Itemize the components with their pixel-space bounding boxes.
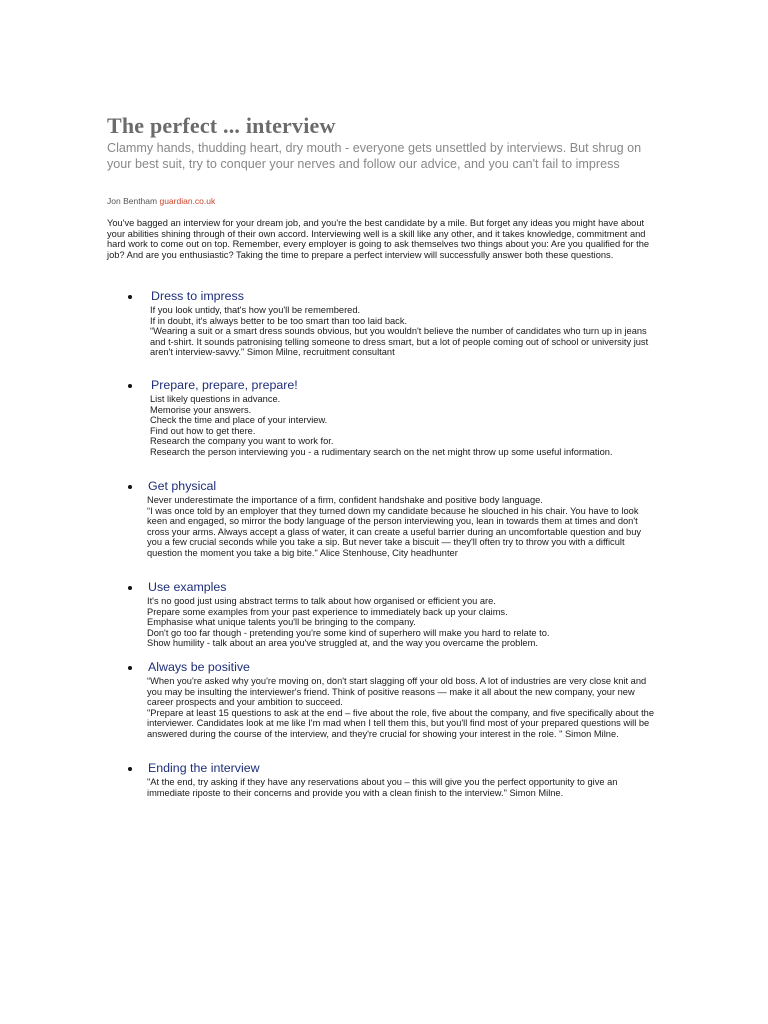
section-body <box>147 495 657 559</box>
article-title: The perfect ... interview <box>107 113 336 138</box>
section-line: List likely questions in advance. <box>150 394 281 404</box>
section-heading: Use examples <box>148 580 227 594</box>
intro-paragraph <box>107 218 663 260</box>
section-line: “I was once told by an employer that they turned down my candidate because he slouched in his chair. You have to look keen and engaged, so mirror the body language of the person interviewing you, lean in towards them at times and don't cross your arms. Always accept a glass of water, it can create a useful barrier during an uncomfortable question and buy you a few crucial seconds while you take a sip. But never take a biscuit — they'll often try to throw you with a difficult question the moment you take a big bite." Alice Stenhouse, City headhunter <box>147 505 642 558</box>
section-always-positive <box>126 660 656 740</box>
section-line: Prepare some examples from your past experience to immediately back up your claims. <box>147 606 508 617</box>
section-body <box>147 777 657 798</box>
section-heading: Always be positive <box>148 660 250 674</box>
section-line: Never underestimate the importance of a firm, confident handshake and positive body language. <box>147 495 543 505</box>
section-ending-interview <box>126 761 656 798</box>
section-line: Emphasise what unique talents you'll be bringing to the company. <box>147 617 416 628</box>
section-dress-to-impress <box>126 289 656 358</box>
source-link[interactable]: guardian.co.uk <box>159 196 216 206</box>
section-line: Research the person interviewing you - a rudimentary search on the net might throw up some useful information. <box>150 446 613 457</box>
article-standfirst: Clammy hands, thudding heart, dry mouth - everyone gets unsettled by interviews. But shrug on your best suit, try to conquer your nerves and follow our advice, and you can't fail to impress <box>107 141 642 171</box>
section-line: Research the company you want to work for. <box>150 436 334 447</box>
bullet-icon <box>128 666 132 670</box>
section-prepare <box>126 378 656 458</box>
bullet-icon <box>128 384 132 388</box>
section-line: It's no good just using abstract terms to talk about how organised or efficient you are. <box>147 596 496 606</box>
bullet-icon <box>128 485 132 489</box>
section-body <box>147 596 657 649</box>
bullet-icon <box>128 767 132 771</box>
author-name: Jon Bentham <box>107 196 158 206</box>
intro-text: You've bagged an interview for your dream job, and you're the best candidate by a mile. But forget any ideas you might have about your abilities shining through of their own accord. Interviewing well is a skill like any other, and it takes knowledge, commitment and hard work to come out on top. Remember, every employer is going to ask themselves two things about you: Are you qualified for the job? And are you enthusiastic? Taking the time to prepare a perfect interview will successfully answer both these questions. <box>107 218 650 260</box>
section-line: "Prepare at least 15 questions to ask at the end – five about the role, five about the company, and five specifically about the interviewer. Candidates look at me like I'm mad when I tell them this, but you'll find most of your prepared questions will be answered during the course of the interview, and they're crucial for showing your interest in the role. " Simon Milne. <box>147 707 655 739</box>
section-heading: Ending the interview <box>148 761 260 775</box>
bullet-icon <box>128 586 132 590</box>
section-line: Don't go too far though - pretending you're some kind of superhero will make you hard to relate to. <box>147 627 550 638</box>
section-line: Show humility - talk about an area you've struggled at, and the way you overcame the problem. <box>147 638 538 649</box>
section-line: Find out how to get there. <box>150 425 256 436</box>
section-line: "At the end, try asking if they have any reservations about you – this will give you the perfect opportunity to give an immediate riposte to their concerns and provide you with a clean finish to the interview." Simon Milne. <box>147 777 618 798</box>
section-line: Memorise your answers. <box>150 404 252 415</box>
section-body <box>150 305 656 358</box>
section-line: Check the time and place of your interview. <box>150 415 328 426</box>
section-get-physical <box>126 479 656 559</box>
section-heading: Prepare, prepare, prepare! <box>151 378 298 392</box>
section-use-examples <box>126 580 656 649</box>
section-body <box>150 394 656 458</box>
section-heading: Dress to impress <box>151 289 244 303</box>
byline <box>107 196 215 206</box>
section-line: If in doubt, it's always better to be too smart than too laid back. <box>150 315 408 326</box>
section-body <box>147 676 657 740</box>
bullet-icon <box>128 295 132 299</box>
section-line: “When you're asked why you're moving on, don't start slagging off your old boss. A lot of industries are very close knit and you may be insulting the interviewer's friend. Think of positive reasons — make it all about the new company, your new career prospects and your ambition to succeed. <box>147 676 647 708</box>
section-line: If you look untidy, that's how you'll be remembered. <box>150 305 361 315</box>
section-line: “Wearing a suit or a smart dress sounds obvious, but you wouldn't believe the number of candidates who turn up in jeans and t-shirt. It sounds patronising telling someone to dress smart, but a lot of people coming out of school or university just aren't interview-savvy." Simon Milne, recruitment consultant <box>150 326 649 358</box>
section-heading: Get physical <box>148 479 217 493</box>
